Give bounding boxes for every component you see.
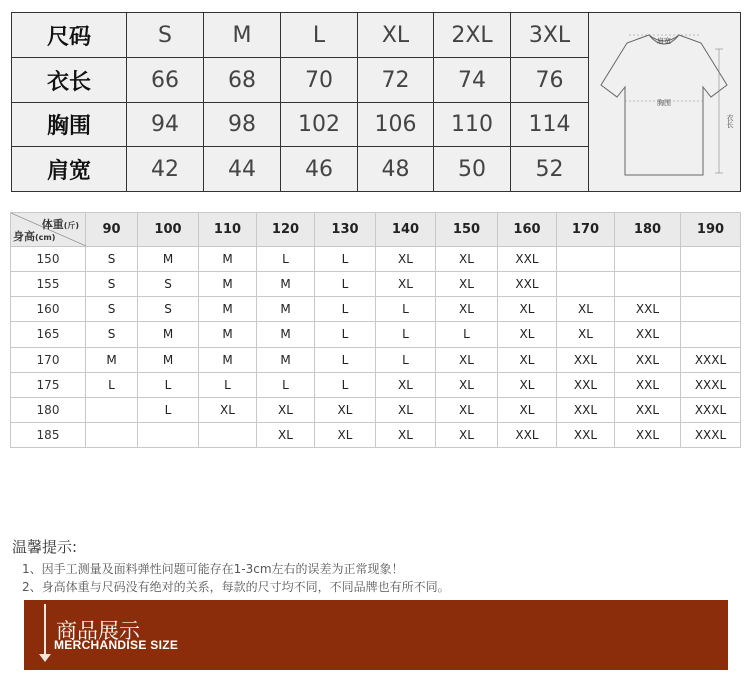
banner-accent-line xyxy=(44,604,46,656)
shoulder-value: 46 xyxy=(281,147,358,191)
table-header-row xyxy=(11,213,741,247)
weight-height-table xyxy=(10,212,741,448)
size-cell xyxy=(86,422,138,447)
weight-header: 160 xyxy=(498,213,557,247)
size-cell: L xyxy=(257,247,315,272)
height-cell: 160 xyxy=(11,297,86,322)
size-cell: M xyxy=(257,272,315,297)
banner-title: 商品展示 xyxy=(56,619,140,643)
table-row xyxy=(11,372,741,397)
size-cell: L xyxy=(138,372,199,397)
weight-header: 140 xyxy=(376,213,436,247)
table-row xyxy=(11,297,741,322)
size-cell: XL xyxy=(436,397,498,422)
size-cell: XXL xyxy=(498,247,557,272)
size-cell: XL xyxy=(498,397,557,422)
table-corner-cell xyxy=(11,213,86,247)
weight-header: 190 xyxy=(681,213,741,247)
size-cell: XL xyxy=(498,347,557,372)
table-row xyxy=(11,322,741,347)
size-cell xyxy=(615,272,681,297)
size-col-s: S xyxy=(127,13,204,58)
size-cell: XXL xyxy=(615,397,681,422)
chest-value: 106 xyxy=(358,103,434,147)
size-cell xyxy=(681,297,741,322)
size-col-m: M xyxy=(204,13,281,58)
banner-subtitle: MERCHANDISE SIZE xyxy=(54,638,179,652)
height-cell: 150 xyxy=(11,247,86,272)
size-cell xyxy=(557,272,615,297)
table-row xyxy=(11,247,741,272)
height-cell: 185 xyxy=(11,422,86,447)
size-cell: XL xyxy=(376,272,436,297)
size-cell: M xyxy=(199,347,257,372)
corner-height-label: 身高 xyxy=(13,230,35,244)
weight-header: 100 xyxy=(138,213,199,247)
weight-header: 90 xyxy=(86,213,138,247)
size-cell: XL xyxy=(315,397,376,422)
size-cell: S xyxy=(86,297,138,322)
size-cell: XL xyxy=(498,372,557,397)
tip-item: 2、身高体重与尺码没有绝对的关系，每款的尺寸均不同，不同品牌也有所不同。 xyxy=(22,580,450,594)
size-cell: M xyxy=(199,322,257,347)
length-value: 70 xyxy=(281,58,358,103)
size-cell: L xyxy=(315,272,376,297)
chest-value: 98 xyxy=(204,103,281,147)
size-cell: XL xyxy=(257,397,315,422)
size-chart-table xyxy=(11,12,741,192)
chest-value: 94 xyxy=(127,103,204,147)
table-row xyxy=(11,397,741,422)
diagram-chest-label: 胸围 xyxy=(657,99,671,107)
size-cell: XXL xyxy=(557,372,615,397)
size-cell: XL xyxy=(436,297,498,322)
weight-header: 180 xyxy=(615,213,681,247)
row-label-shoulder: 肩宽 xyxy=(12,147,127,191)
size-cell xyxy=(138,422,199,447)
size-cell: L xyxy=(315,297,376,322)
size-cell xyxy=(681,272,741,297)
length-value: 74 xyxy=(434,58,511,103)
size-cell: S xyxy=(86,272,138,297)
size-cell: S xyxy=(138,272,199,297)
size-cell xyxy=(557,247,615,272)
size-cell: L xyxy=(315,247,376,272)
height-cell: 175 xyxy=(11,372,86,397)
size-cell: XL xyxy=(376,397,436,422)
size-cell: L xyxy=(257,372,315,397)
diagram-length-label: 衣长 xyxy=(726,114,734,128)
size-cell: M xyxy=(199,247,257,272)
size-cell: XL xyxy=(257,422,315,447)
weight-header: 130 xyxy=(315,213,376,247)
size-cell: XL xyxy=(199,397,257,422)
chest-value: 102 xyxy=(281,103,358,147)
size-cell: XXXL xyxy=(681,372,741,397)
size-cell xyxy=(681,322,741,347)
size-cell: XL xyxy=(315,422,376,447)
size-cell: XXXL xyxy=(681,422,741,447)
size-cell: XL xyxy=(557,322,615,347)
height-cell: 155 xyxy=(11,272,86,297)
size-header-label: 尺码 xyxy=(12,13,127,58)
length-value: 72 xyxy=(358,58,434,103)
size-cell: XL xyxy=(436,272,498,297)
size-cell xyxy=(199,422,257,447)
height-cell: 180 xyxy=(11,397,86,422)
tshirt-outline-icon xyxy=(589,13,740,191)
size-cell: XL xyxy=(376,422,436,447)
size-col-xl: XL xyxy=(358,13,434,58)
size-cell: XXL xyxy=(498,422,557,447)
size-cell: S xyxy=(86,247,138,272)
chest-value: 110 xyxy=(434,103,511,147)
arrow-down-icon xyxy=(39,654,51,662)
size-cell: XL xyxy=(376,247,436,272)
size-cell: L xyxy=(376,322,436,347)
diagram-shoulder-label: 肩宽 xyxy=(657,37,671,45)
size-cell: XL xyxy=(436,372,498,397)
size-cell: XXL xyxy=(615,322,681,347)
shoulder-value: 48 xyxy=(358,147,434,191)
weight-header: 150 xyxy=(436,213,498,247)
size-cell: XXL xyxy=(498,272,557,297)
size-cell: M xyxy=(199,297,257,322)
size-col-l: L xyxy=(281,13,358,58)
size-cell: M xyxy=(257,297,315,322)
height-cell: 170 xyxy=(11,347,86,372)
shoulder-value: 52 xyxy=(511,147,589,191)
size-col-3xl: 3XL xyxy=(511,13,589,58)
size-cell: XL xyxy=(498,297,557,322)
size-cell: S xyxy=(138,297,199,322)
size-cell: L xyxy=(86,372,138,397)
table-row xyxy=(11,422,741,447)
size-cell: M xyxy=(199,272,257,297)
corner-height-unit: (cm) xyxy=(35,233,56,243)
weight-header: 110 xyxy=(199,213,257,247)
size-cell: XL xyxy=(436,347,498,372)
size-cell: L xyxy=(436,322,498,347)
chest-value: 114 xyxy=(511,103,589,147)
size-cell: L xyxy=(199,372,257,397)
size-cell: M xyxy=(257,322,315,347)
size-cell: XL xyxy=(436,422,498,447)
size-cell: S xyxy=(86,322,138,347)
length-value: 68 xyxy=(204,58,281,103)
weight-header: 120 xyxy=(257,213,315,247)
weight-header: 170 xyxy=(557,213,615,247)
corner-weight-unit: (斤) xyxy=(63,221,79,230)
size-cell: XL xyxy=(498,322,557,347)
tshirt-diagram xyxy=(589,13,740,191)
length-value: 66 xyxy=(127,58,204,103)
size-cell: XXL xyxy=(615,297,681,322)
size-cell: XXL xyxy=(615,347,681,372)
size-cell: L xyxy=(376,297,436,322)
tips-title: 温馨提示: xyxy=(12,538,78,556)
table-row xyxy=(11,347,741,372)
size-cell: XXL xyxy=(615,422,681,447)
shoulder-value: 44 xyxy=(204,147,281,191)
size-cell: M xyxy=(138,347,199,372)
size-cell: M xyxy=(257,347,315,372)
size-cell: XXL xyxy=(557,347,615,372)
size-cell: XXL xyxy=(557,397,615,422)
shoulder-value: 42 xyxy=(127,147,204,191)
size-cell: M xyxy=(138,247,199,272)
size-cell: M xyxy=(138,322,199,347)
size-cell: XXL xyxy=(615,372,681,397)
size-cell: L xyxy=(315,322,376,347)
size-cell: XL xyxy=(376,372,436,397)
size-cell: XXL xyxy=(557,422,615,447)
size-cell: XXXL xyxy=(681,347,741,372)
size-cell: L xyxy=(138,397,199,422)
size-cell: XL xyxy=(436,247,498,272)
size-col-2xl: 2XL xyxy=(434,13,511,58)
shoulder-value: 50 xyxy=(434,147,511,191)
corner-weight-label: 体重 xyxy=(41,218,64,231)
tip-item: 1、因手工测量及面料弹性问题可能存在1-3cm左右的误差为正常现象！ xyxy=(22,562,404,576)
size-cell: M xyxy=(86,347,138,372)
table-row xyxy=(11,272,741,297)
row-label-length: 衣长 xyxy=(12,58,127,103)
size-cell xyxy=(681,247,741,272)
size-cell: XL xyxy=(557,297,615,322)
height-cell: 165 xyxy=(11,322,86,347)
size-cell: L xyxy=(315,372,376,397)
size-cell: XXXL xyxy=(681,397,741,422)
size-cell: L xyxy=(315,347,376,372)
size-cell xyxy=(86,397,138,422)
row-label-chest: 胸围 xyxy=(12,103,127,147)
length-value: 76 xyxy=(511,58,589,103)
size-cell xyxy=(615,247,681,272)
size-cell: L xyxy=(376,347,436,372)
